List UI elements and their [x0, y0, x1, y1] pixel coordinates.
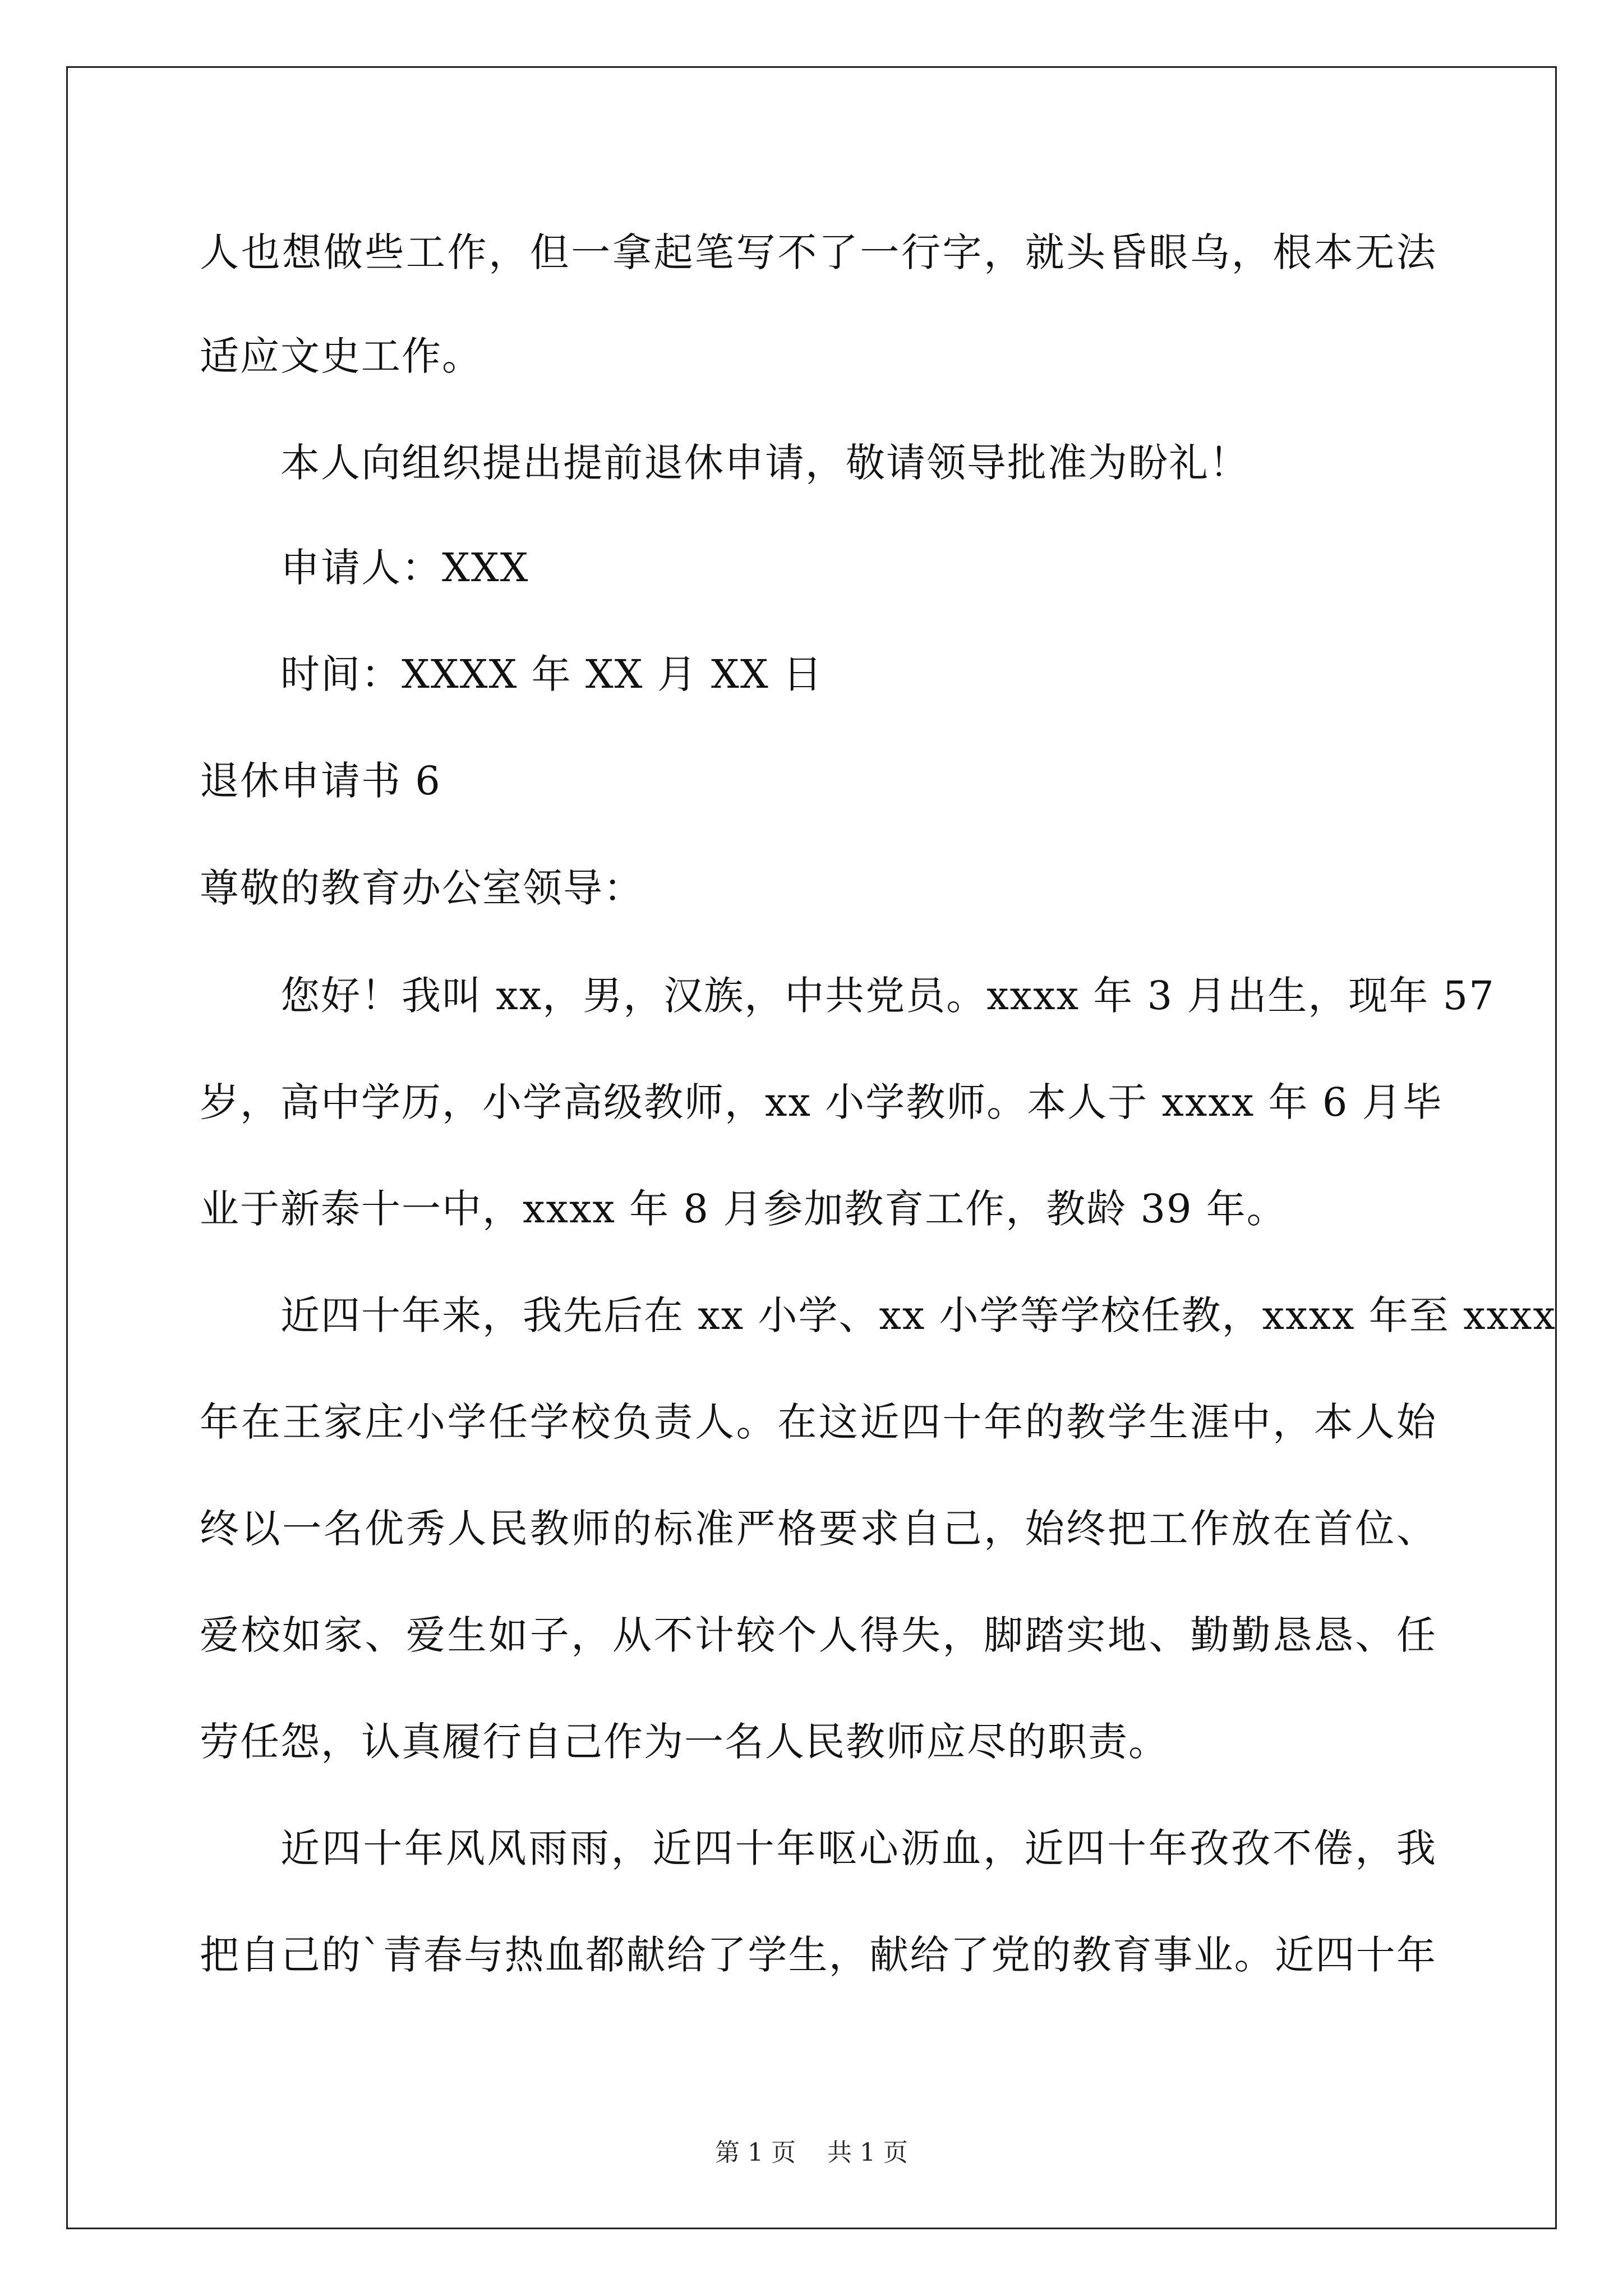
text-line-16: 近四十年风风雨雨，近四十年呕心沥血，近四十年孜孜不倦，我 [280, 1825, 1437, 1871]
text-line-8: 您好！我叫 xx，男，汉族，中共党员。xxxx 年 3 月出生，现年 57 [280, 973, 1495, 1019]
page-footer: 第 1 页 共 1 页 [715, 2138, 908, 2167]
text-line-15: 劳任怨，认真履行自己作为一名人民教师应尽的职责。 [200, 1719, 1169, 1765]
date-line: 时间：XXXX 年 XX 月 XX 日 [280, 651, 823, 697]
text-line-14: 爱校如家、爱生如子，从不计较个人得失，脚踏实地、勤勤恳恳、任 [200, 1612, 1437, 1658]
salutation: 尊敬的教育办公室领导： [200, 865, 644, 911]
text-line-12: 年在王家庄小学任学校负责人。在这近四十年的教学生涯中，本人始 [200, 1399, 1437, 1445]
text-line-3: 本人向组织提出提前退休申请，敬请领导批准为盼礼！ [280, 440, 1249, 486]
page-border [66, 66, 1557, 2229]
section-heading: 退休申请书 6 [200, 758, 441, 804]
text-line-2: 适应文史工作。 [200, 333, 482, 379]
text-line-1: 人也想做些工作，但一拿起笔写不了一行字，就头昏眼乌，根本无法 [200, 229, 1437, 275]
text-line-13: 终以一名优秀人民教师的标准严格要求自己，始终把工作放在首位、 [200, 1506, 1437, 1552]
text-line-10: 业于新泰十一中，xxxx 年 8 月参加教育工作，教龄 39 年。 [200, 1186, 1287, 1232]
applicant-line: 申请人：XXX [280, 545, 529, 591]
text-line-9: 岁，高中学历，小学高级教师，xx 小学教师。本人于 xxxx 年 6 月毕 [200, 1079, 1443, 1125]
text-line-17: 把自己的`青春与热血都献给了学生，献给了党的教育事业。近四十年 [200, 1932, 1437, 1978]
text-line-11: 近四十年来，我先后在 xx 小学、xx 小学等学校任教，xxxx 年至 xxxx [280, 1292, 1556, 1338]
